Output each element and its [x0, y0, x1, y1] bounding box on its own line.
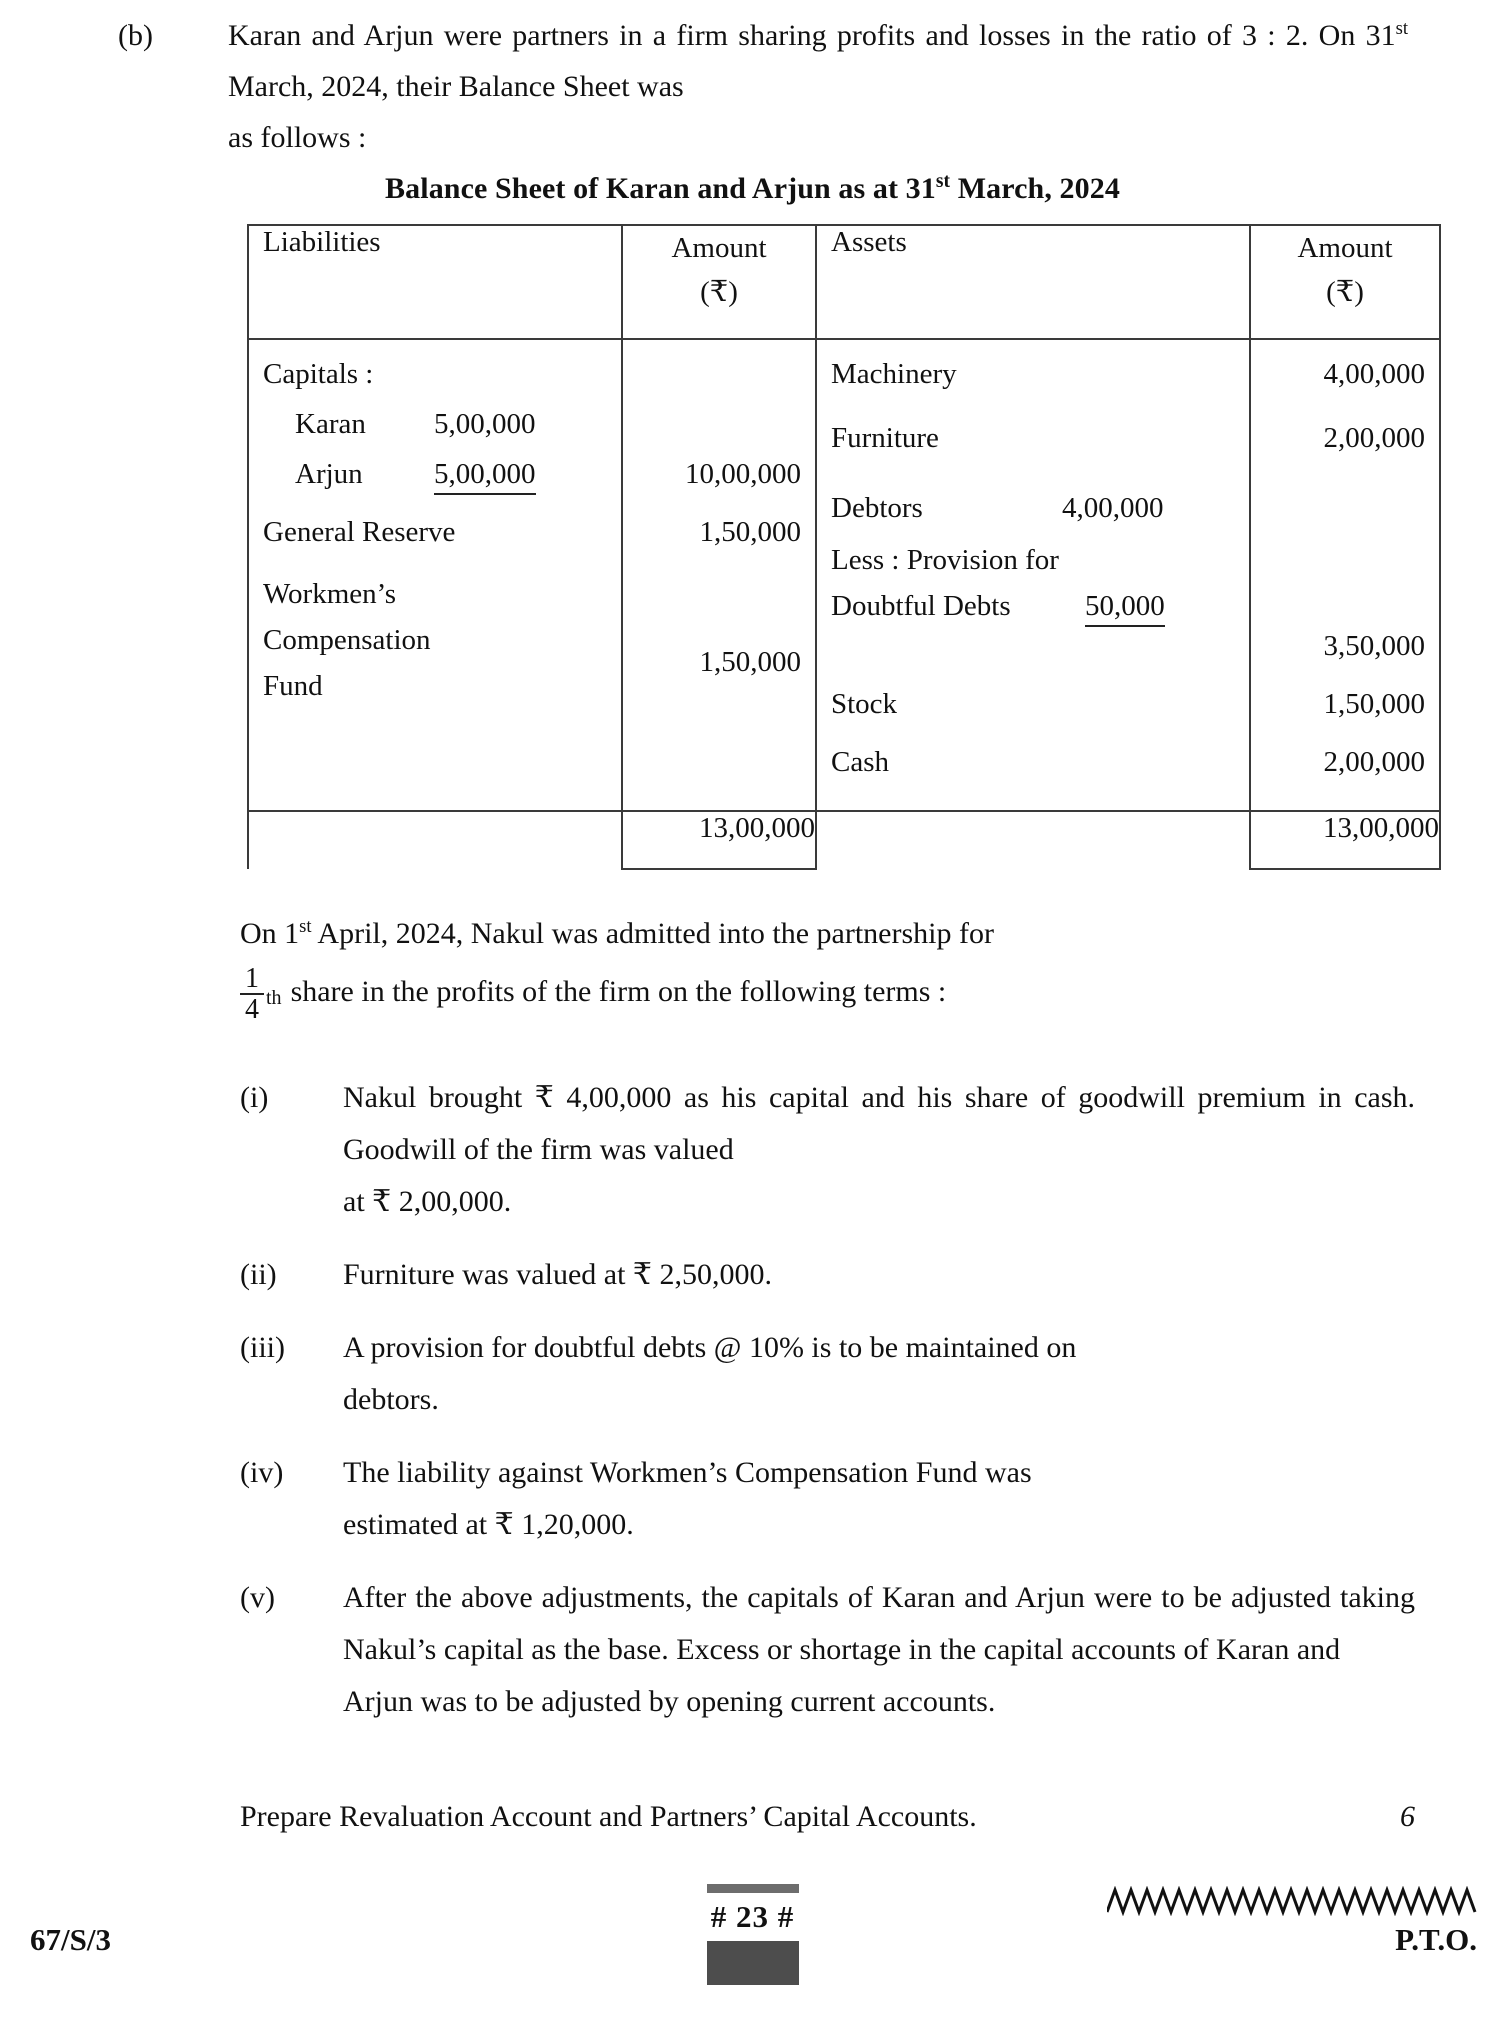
balance-sheet-caption	[0, 172, 1505, 206]
table-total-row	[248, 811, 1440, 869]
term-numeral-iii: (iii)	[240, 1331, 285, 1364]
footer-bar-bottom	[707, 1941, 799, 1985]
assets-particulars-cell	[816, 339, 1250, 811]
table-body-row	[248, 339, 1440, 811]
term-i-line1: Nakul brought ₹ 4,00,000 as his capital and his share of	[343, 1081, 1066, 1114]
liabilities-total: 13,00,000	[622, 811, 816, 869]
page-marker: # 23 #	[710, 1899, 795, 1934]
term-iv-line2: estimated at ₹ 1,20,000.	[343, 1508, 634, 1541]
zigzag-icon	[1107, 1886, 1477, 1916]
balance-sheet-table-wrapper	[247, 224, 1439, 870]
balance-sheet-table	[247, 224, 1441, 870]
question-line-3: as follows :	[228, 121, 367, 154]
header-amount1-line2: (₹)	[700, 276, 738, 308]
debtors-net-amount: 3,50,000	[1323, 630, 1425, 662]
liabilities-particulars-cell	[248, 339, 622, 811]
liabilities-amount-cell	[622, 339, 816, 811]
cash-label: Cash	[831, 746, 889, 778]
term-ii-line1: Furniture was valued at ₹ 2,50,000.	[343, 1258, 773, 1291]
fraction-numerator: 1	[245, 962, 259, 994]
question-intro	[118, 10, 1408, 163]
machinery-label: Machinery	[831, 358, 957, 390]
less-provision-line1: Less : Provision for	[831, 544, 1059, 576]
question-text	[228, 10, 1408, 163]
term-i-line2: goodwill premium in cash. Goodwill of the firm was valued	[343, 1081, 1415, 1166]
stock-amount: 1,50,000	[1323, 688, 1425, 720]
furniture-label: Furniture	[831, 422, 939, 454]
share-fraction-line	[240, 962, 1410, 1025]
general-reserve-label: General Reserve	[263, 516, 456, 548]
caption-part-a: Balance Sheet of Karan and Arjun as at 31	[385, 172, 936, 205]
list-item	[240, 1447, 1415, 1551]
wcf-label-line3: Fund	[263, 670, 323, 702]
term-text-iii	[343, 1322, 1415, 1426]
admission-line-1a: On 1	[240, 917, 300, 950]
term-iii-line2: debtors.	[343, 1383, 439, 1416]
stock-label: Stock	[831, 688, 898, 720]
prepare-text: Prepare Revaluation Account and Partners’ Capital Accounts.	[240, 1800, 977, 1833]
total-blank-left	[248, 811, 622, 869]
list-item	[240, 1322, 1415, 1426]
question-line-2a: in the ratio of 3 : 2. On 31	[1061, 19, 1396, 52]
term-numeral-iv: (iv)	[240, 1456, 284, 1489]
list-item	[240, 1572, 1415, 1728]
fraction-denominator: 4	[240, 993, 264, 1024]
pto-label: P.T.O.	[1395, 1922, 1477, 1957]
header-assets-label: Assets	[831, 226, 907, 258]
admission-ordinal-suffix: st	[299, 916, 312, 937]
term-numeral-v: (v)	[240, 1581, 275, 1614]
question-line-1: Karan and Arjun were partners in a firm sharing profits and losses	[228, 19, 1051, 52]
wcf-label-line2: Compensation	[263, 624, 431, 656]
machinery-amount: 4,00,000	[1323, 358, 1425, 390]
footer-bar-top	[707, 1884, 799, 1893]
capitals-label: Capitals :	[263, 358, 374, 390]
prepare-instruction	[240, 1800, 1415, 1834]
admission-line-2: share in the profits of the firm on the following terms :	[290, 975, 947, 1008]
header-amount-assets	[1250, 225, 1440, 339]
term-v-line2: Arjun were to be adjusted taking Nakul’s capital as the base.	[343, 1581, 1415, 1666]
provision-amount: 50,000	[1085, 590, 1165, 627]
marks-value: 6	[1400, 1800, 1415, 1833]
wcf-label-line1: Workmen’s	[263, 578, 396, 610]
caption-part-b: March, 2024	[950, 172, 1120, 205]
header-liabilities-label: Liabilities	[263, 226, 381, 258]
term-numeral-ii: (ii)	[240, 1258, 277, 1291]
caption-ordinal-suffix: st	[935, 171, 951, 192]
term-i-line3: at ₹ 2,00,000.	[343, 1185, 512, 1218]
wcf-amount: 1,50,000	[699, 646, 801, 678]
arjun-name: Arjun	[295, 458, 363, 490]
header-amount1-line1: Amount	[671, 232, 767, 264]
admission-paragraph	[240, 908, 1410, 1025]
assets-amount-cell	[1250, 339, 1440, 811]
capitals-total-amount: 10,00,000	[685, 458, 801, 490]
header-amount2-line1: Amount	[1297, 232, 1393, 264]
debtors-label: Debtors	[831, 492, 923, 524]
term-text-ii	[343, 1249, 1415, 1301]
admission-line-1	[240, 908, 1410, 960]
term-text-v	[343, 1572, 1415, 1728]
karan-name: Karan	[295, 408, 366, 440]
less-provision-line2: Doubtful Debts	[831, 590, 1011, 622]
header-assets	[816, 225, 1250, 339]
list-item	[240, 1249, 1415, 1301]
cash-amount: 2,00,000	[1323, 746, 1425, 778]
term-v-line4: Arjun was to be adjusted by opening current accounts.	[343, 1685, 996, 1718]
term-v-line1: After the above adjustments, the capitals of Karan and	[343, 1581, 1008, 1614]
share-fraction	[240, 964, 264, 1025]
ordinal-suffix-31st: st	[1395, 18, 1409, 39]
assets-total: 13,00,000	[1250, 811, 1440, 869]
terms-list	[240, 1072, 1415, 1749]
general-reserve-amount: 1,50,000	[699, 516, 801, 548]
header-amount2-line2: (₹)	[1326, 276, 1364, 308]
total-blank-right	[816, 811, 1250, 869]
fraction-ordinal-suffix: th	[266, 987, 282, 1009]
furniture-amount: 2,00,000	[1323, 422, 1425, 454]
question-line-2b: March, 2024, their Balance Sheet was	[228, 70, 684, 103]
arjun-amount: 5,00,000	[434, 458, 536, 495]
question-label: (b)	[118, 19, 153, 52]
debtors-amount: 4,00,000	[1062, 492, 1164, 524]
term-iv-line1: The liability against Workmen’s Compensation Fund was	[343, 1456, 1032, 1489]
table-header-row	[248, 225, 1440, 339]
list-item	[240, 1072, 1415, 1228]
header-liabilities	[248, 225, 622, 339]
term-iii-line1: A provision for doubtful debts @ 10% is to be maintained on	[343, 1331, 1077, 1364]
term-text-iv	[343, 1447, 1415, 1551]
header-amount-liabilities	[622, 225, 816, 339]
page-footer	[0, 1884, 1505, 1994]
term-numeral-i: (i)	[240, 1081, 269, 1114]
admission-line-1b: April, 2024, Nakul was admitted into the partnership for	[311, 917, 994, 950]
paper-code: 67/S/3	[30, 1922, 111, 1957]
term-v-line3: Excess or shortage in the capital accounts of Karan and	[676, 1633, 1341, 1666]
term-text-i	[343, 1072, 1415, 1228]
karan-amount: 5,00,000	[434, 408, 536, 440]
